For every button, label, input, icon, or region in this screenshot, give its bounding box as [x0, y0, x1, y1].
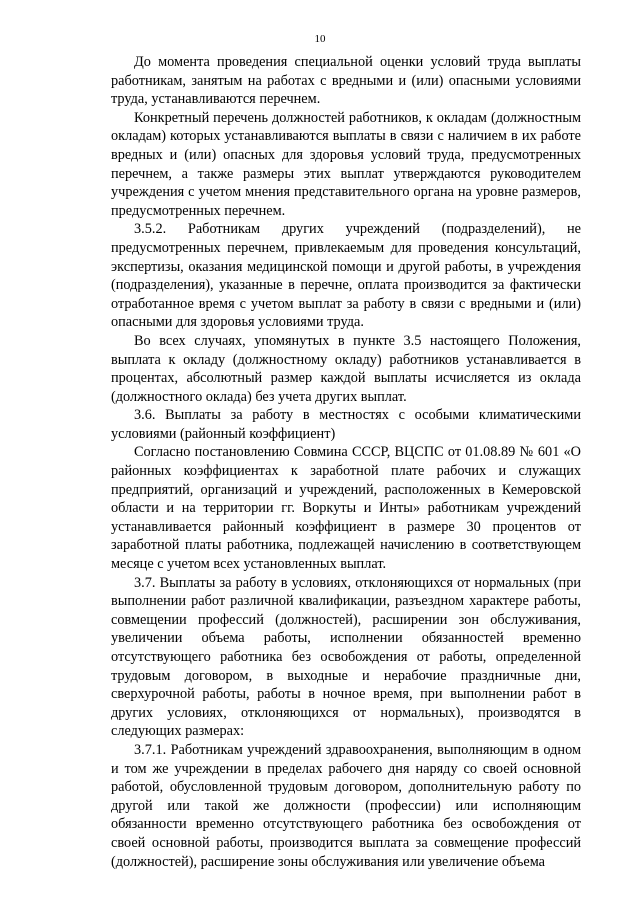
paragraph-2: Конкретный перечень должностей работников, к окладам (должностным окладам) которых устанавливаются выплаты в связи с наличием в их работе вредных и (или) опасных для здоровья условий труда, предусмотренных перечнем, а также размеры этих выплат утверждаются руководителем учреждения с учетом мнения представительного органа на уровне размеров, предусмотренных перечнем.	[111, 109, 581, 219]
paragraph-6: Согласно постановлению Совмина СССР, ВЦСПС от 01.08.89 № 601 «О районных коэффициентах к заработной плате рабочих и служащих предприятий, организаций и учреждений, расположенных в Кемеровской области и на территории гг. Воркуты и Инты» работникам учреждений устанавливается районный коэффициент в размере 30 процентов от заработной платы работника, подлежащей начислению в соответствующем месяце с учетом всех установленных выплат.	[111, 444, 581, 573]
paragraph-1: До момента проведения специальной оценки условий труда выплаты работникам, занятым на работах с вредными и (или) опасными условиями труда, устанавливаются перечнем.	[111, 54, 581, 108]
paragraph-8: 3.7.1. Работникам учреждений здравоохранения, выполняющим в одном и том же учреждении в пределах рабочего дня наряду со своей основной работой, обусловленной трудовым договором, дополнительную работу по другой или такой же должности (профессии) или исполняющим обязанности временно отсутствующего работника без освобождения от своей основной работы, производится выплата за совмещение профессий (должностей), расширение зоны обслуживания или увеличение объема	[111, 741, 581, 870]
paragraph-4: Во всех случаях, упомянутых в пункте 3.5 настоящего Положения, выплата к окладу (должностному окладу) работников устанавливается в процентах, абсолютный размер каждой выплаты исчисляется из оклада (должностного оклада) без учета других выплат.	[111, 332, 581, 405]
document-body	[111, 53, 581, 871]
paragraph-7: 3.7. Выплаты за работу в условиях, отклоняющихся от нормальных (при выполнении работ различной квалификации, разъездном характере работы, совмещении профессий (должностей), расширении зон обслуживания, увеличении объема работы, исполнении обязанностей временно отсутствующего работника без освобождения от работы, определенной трудовым договором, в выходные и нерабочие праздничные дни, сверхурочной работы, работы в ночное время, при выполнении работ в других условиях, отклоняющихся от нормальных), производятся в следующих размерах:	[111, 574, 581, 740]
page-number: 10	[314, 33, 326, 45]
paragraph-3: 3.5.2. Работникам других учреждений (подразделений), не предусмотренных перечнем, привлекаемым для проведения консультаций, экспертизы, оказания медицинской помощи и другой работы, в учреждения (подразделения), указанные в перечне, оплата производится за фактически отработанное время с учетом выплат за работу в связи с вредными и (или) опасными для здоровья условиями труда.	[111, 221, 581, 331]
paragraph-5: 3.6. Выплаты за работу в местностях с особыми климатическими условиями (районный коэффициент)	[111, 407, 581, 442]
